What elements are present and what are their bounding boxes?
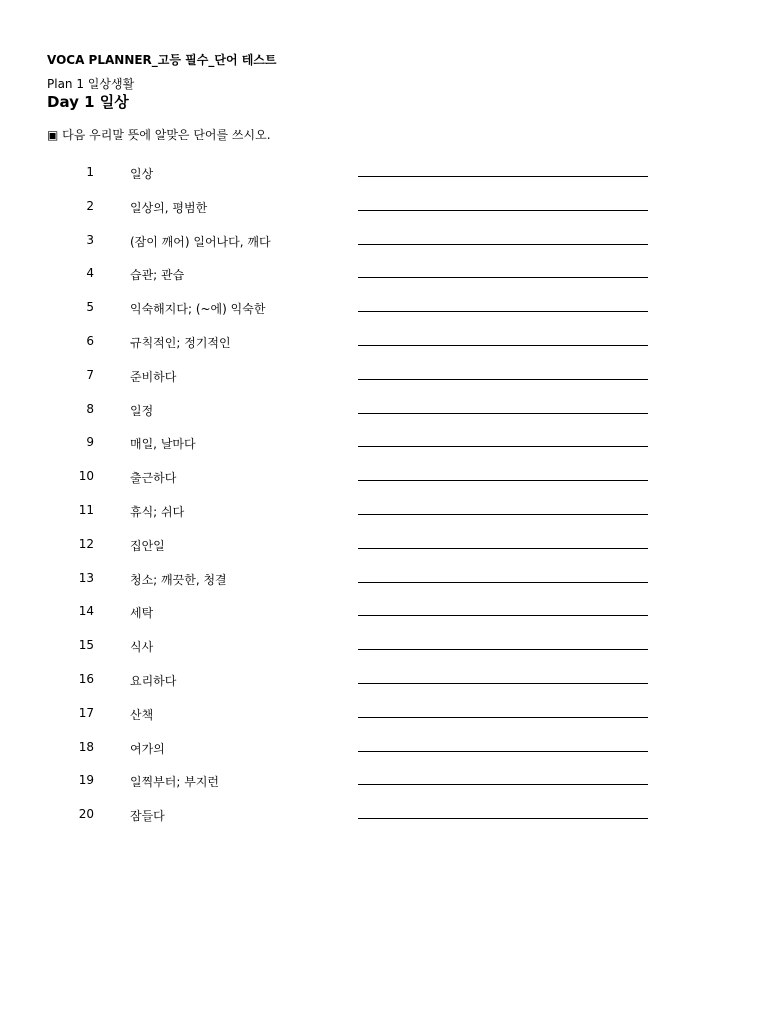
korean-meaning: 여가의	[130, 741, 165, 756]
korean-meaning: 규칙적인; 정기적인	[130, 335, 231, 350]
vocabulary-row	[0, 329, 768, 363]
row-number: 16	[78, 671, 94, 686]
row-number: 17	[78, 705, 94, 720]
korean-meaning: (잠이 깨어) 일어나다, 깨다	[130, 234, 271, 249]
vocabulary-row	[0, 261, 768, 295]
row-number: 1	[86, 165, 94, 179]
row-number: 8	[86, 401, 94, 416]
vocabulary-row	[0, 667, 768, 701]
answer-blank[interactable]	[358, 413, 648, 414]
answer-blank[interactable]	[358, 514, 648, 515]
vocabulary-row	[0, 430, 768, 464]
row-number: 12	[78, 536, 94, 551]
korean-meaning: 집안일	[130, 538, 165, 553]
korean-meaning: 일찍부터; 부지런	[130, 775, 220, 790]
answer-blank[interactable]	[358, 615, 648, 616]
vocabulary-row	[0, 464, 768, 498]
document-title: VOCA PLANNER_고등 필수_단어 테스트	[47, 53, 277, 67]
vocabulary-row	[0, 228, 768, 262]
korean-meaning: 매일, 날마다	[130, 437, 196, 452]
answer-blank[interactable]	[358, 784, 648, 785]
row-number: 4	[86, 266, 94, 281]
day-heading: Day 1 일상	[47, 93, 129, 111]
korean-meaning: 익숙해지다; (~에) 익숙한	[130, 302, 266, 317]
korean-meaning: 일정	[130, 403, 154, 418]
answer-blank[interactable]	[358, 818, 648, 819]
answer-blank[interactable]	[358, 480, 648, 481]
vocabulary-row	[0, 735, 768, 769]
row-number: 15	[78, 638, 94, 653]
vocabulary-row	[0, 768, 768, 802]
vocabulary-row	[0, 160, 768, 194]
row-number: 6	[86, 333, 94, 348]
answer-blank[interactable]	[358, 345, 648, 346]
vocabulary-row	[0, 633, 768, 667]
answer-blank[interactable]	[358, 683, 648, 684]
vocabulary-row	[0, 566, 768, 600]
row-number: 11	[78, 502, 94, 517]
row-number: 14	[78, 604, 94, 619]
vocabulary-row	[0, 295, 768, 329]
korean-meaning: 잠들다	[130, 809, 165, 824]
row-number: 9	[86, 435, 94, 450]
row-number: 10	[78, 469, 94, 484]
vocabulary-list	[0, 160, 768, 836]
korean-meaning: 습관; 관습	[130, 268, 185, 283]
answer-blank[interactable]	[358, 379, 648, 380]
korean-meaning: 준비하다	[130, 369, 177, 384]
korean-meaning: 산책	[130, 707, 154, 722]
answer-blank[interactable]	[358, 244, 648, 245]
plan-label: Plan 1 일상생활	[47, 77, 135, 91]
row-number: 19	[78, 773, 94, 788]
row-number: 13	[78, 570, 94, 585]
korean-meaning: 일상	[130, 167, 154, 181]
answer-blank[interactable]	[358, 176, 648, 177]
row-number: 5	[86, 300, 94, 315]
korean-meaning: 일상의, 평범한	[130, 200, 208, 215]
vocabulary-row	[0, 194, 768, 228]
korean-meaning: 세탁	[130, 606, 154, 621]
row-number: 18	[78, 739, 94, 754]
korean-meaning: 청소; 깨끗한, 청결	[130, 572, 227, 587]
vocabulary-row	[0, 498, 768, 532]
vocabulary-row	[0, 532, 768, 566]
answer-blank[interactable]	[358, 717, 648, 718]
answer-blank[interactable]	[358, 311, 648, 312]
korean-meaning: 출근하다	[130, 471, 177, 486]
row-number: 2	[86, 198, 94, 213]
row-number: 3	[86, 232, 94, 247]
korean-meaning: 식사	[130, 640, 154, 655]
vocabulary-row	[0, 599, 768, 633]
answer-blank[interactable]	[358, 548, 648, 549]
vocabulary-row	[0, 363, 768, 397]
answer-blank[interactable]	[358, 446, 648, 447]
vocabulary-row	[0, 397, 768, 431]
answer-blank[interactable]	[358, 649, 648, 650]
korean-meaning: 요리하다	[130, 673, 177, 688]
answer-blank[interactable]	[358, 582, 648, 583]
test-instruction: ▣ 다음 우리말 뜻에 알맞은 단어를 쓰시오.	[47, 128, 271, 142]
vocabulary-row	[0, 701, 768, 735]
korean-meaning: 휴식; 쉬다	[130, 504, 185, 519]
answer-blank[interactable]	[358, 277, 648, 278]
vocabulary-row	[0, 802, 768, 836]
row-number: 7	[86, 367, 94, 382]
row-number: 20	[78, 807, 94, 822]
answer-blank[interactable]	[358, 210, 648, 211]
answer-blank[interactable]	[358, 751, 648, 752]
